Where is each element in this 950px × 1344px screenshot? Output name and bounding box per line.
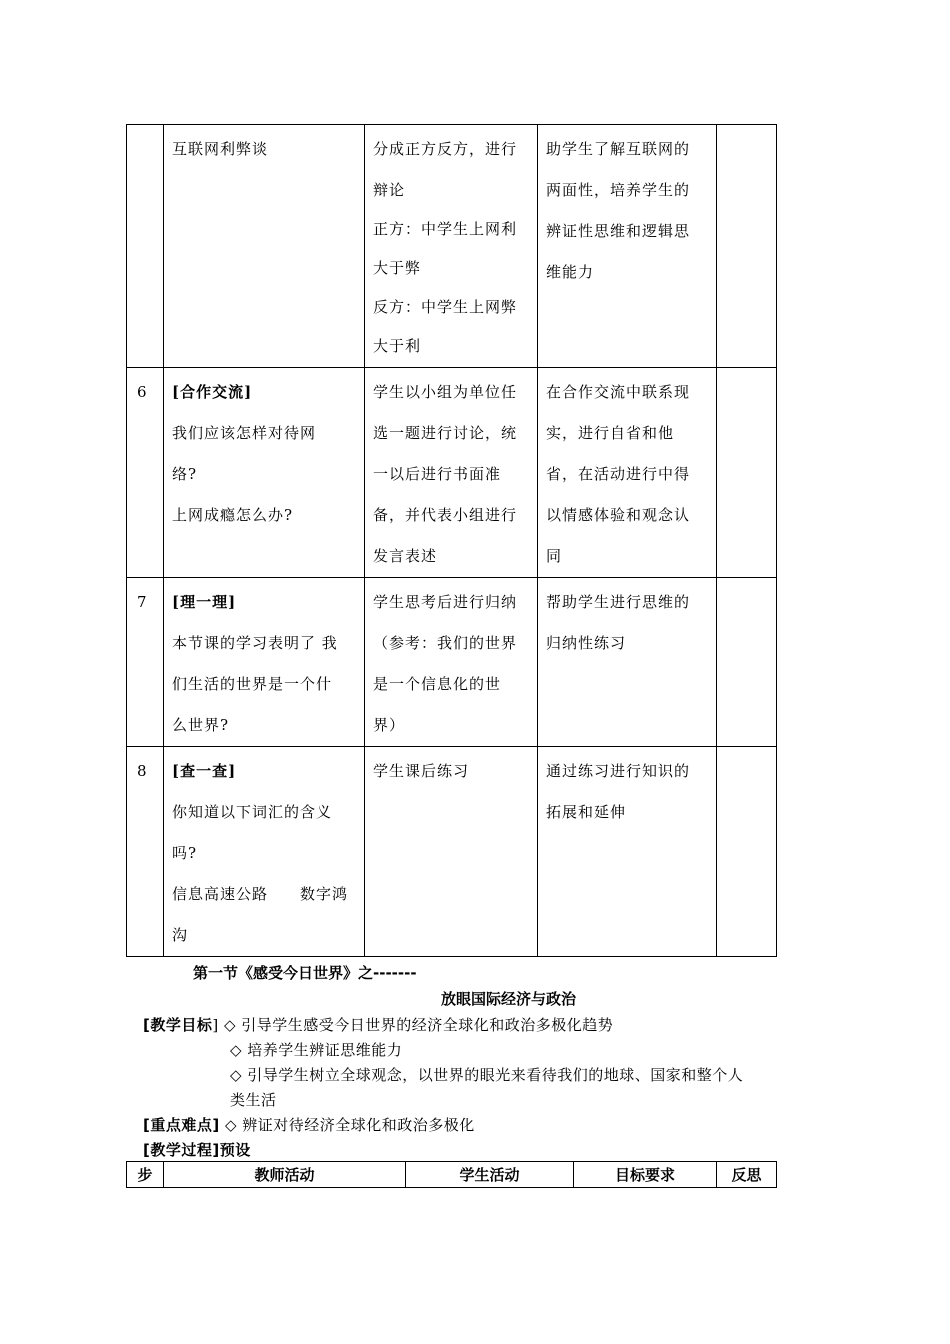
cell-line: 发言表述 xyxy=(373,547,438,565)
objective-item: 类生活 xyxy=(230,1091,277,1109)
cell-line: 通过练习进行知识的 xyxy=(546,762,691,780)
cell-line: 正方：中学生上网利 xyxy=(373,220,518,238)
goal-activity-cell xyxy=(538,125,717,368)
goal-activity-cell xyxy=(538,747,717,957)
section-title-line1: 第一节《感受今日世界》之------- xyxy=(193,964,417,982)
student-activity-cell xyxy=(365,368,538,578)
cell-line: 实，进行自省和他 xyxy=(546,424,675,442)
cell-line: [合作交流] xyxy=(172,383,253,401)
cell-line: 本节课的学习表明了 我 xyxy=(172,634,338,652)
reflection-cell xyxy=(717,125,777,368)
lesson-table xyxy=(126,124,777,957)
cell-line: 上网成瘾怎么办? xyxy=(172,506,294,524)
cell-line: 两面性，培养学生的 xyxy=(546,181,691,199)
objectives-bracket: ] xyxy=(212,1016,219,1034)
cell-line: 拓展和延伸 xyxy=(546,803,627,821)
table-row xyxy=(127,747,777,957)
reflection-cell xyxy=(717,578,777,747)
cell-line: 帮助学生进行思维的 xyxy=(546,593,691,611)
cell-line: 助学生了解互联网的 xyxy=(546,140,691,158)
cell-line: 互联网利弊谈 xyxy=(172,140,269,158)
section-title-line2: 放眼国际经济与政治 xyxy=(441,990,577,1008)
col-header-teacher: 教师活动 xyxy=(164,1162,406,1188)
student-activity-cell xyxy=(365,125,538,368)
reflection-cell xyxy=(717,368,777,578)
process-label: [教学过程]预设 xyxy=(143,1141,251,1159)
table-row xyxy=(127,125,777,368)
goal-activity-cell xyxy=(538,368,717,578)
col-header-step: 步 xyxy=(127,1162,164,1188)
col-header-reflect: 反思 xyxy=(717,1162,777,1188)
student-activity-cell xyxy=(365,578,538,747)
cell-line: 我们应该怎样对待网 xyxy=(172,424,317,442)
step-number-cell: 6 xyxy=(127,368,164,578)
step-number-cell xyxy=(127,125,164,368)
cell-line: 选一题进行讨论，统 xyxy=(373,424,518,442)
cell-line: 学生以小组为单位任 xyxy=(373,383,518,401)
cell-line: 以情感体验和观念认 xyxy=(546,506,691,524)
cell-line: [理一理] xyxy=(172,593,237,611)
difficulty-line xyxy=(143,1114,475,1135)
cell-line: （参考：我们的世界 xyxy=(373,634,518,652)
cell-line: 归纳性练习 xyxy=(546,634,627,652)
col-header-student: 学生活动 xyxy=(406,1162,574,1188)
cell-line: 络? xyxy=(172,465,198,483)
cell-line: 学生思考后进行归纳 xyxy=(373,593,518,611)
cell-line: 吗? xyxy=(172,844,198,862)
cell-line: 是一个信息化的世 xyxy=(373,675,502,693)
cell-line: 反方：中学生上网弊 xyxy=(373,298,518,316)
cell-line: 省，在活动进行中得 xyxy=(546,465,691,483)
teacher-activity-cell xyxy=(164,578,365,747)
objective-item: ◇ 培养学生辨证思维能力 xyxy=(230,1041,403,1059)
step-number-cell: 8 xyxy=(127,747,164,957)
cell-line: 么世界? xyxy=(172,716,230,734)
step-number-cell: 7 xyxy=(127,578,164,747)
objectives-heading xyxy=(143,1014,613,1035)
cell-line: 你知道以下词汇的含义 xyxy=(172,803,333,821)
cell-line: 界） xyxy=(373,716,406,734)
cell-line: 辩论 xyxy=(373,181,406,199)
objective-item: ◇ 引导学生树立全球观念，以世界的眼光来看待我们的地球、国家和整个人 xyxy=(230,1066,744,1084)
teacher-activity-cell xyxy=(164,125,365,368)
reflection-cell xyxy=(717,747,777,957)
table-row xyxy=(127,368,777,578)
cell-line: 一以后进行书面准 xyxy=(373,465,502,483)
table-row xyxy=(127,578,777,747)
cell-line: 在合作交流中联系现 xyxy=(546,383,691,401)
process-header-table xyxy=(126,1161,777,1188)
cell-line: 信息高速公路 数字鸿 xyxy=(172,885,349,903)
cell-line: 辨证性思维和逻辑思 xyxy=(546,222,691,240)
cell-line: 大于利 xyxy=(373,337,422,355)
difficulty-label: [重点难点] xyxy=(143,1116,220,1134)
teacher-activity-cell xyxy=(164,368,365,578)
cell-line: 同 xyxy=(546,547,563,565)
cell-line: 大于弊 xyxy=(373,259,422,277)
teacher-activity-cell xyxy=(164,747,365,957)
cell-line: 们生活的世界是一个什 xyxy=(172,675,333,693)
objective-item: ◇ 引导学生感受今日世界的经济全球化和政治多极化趋势 xyxy=(224,1016,614,1034)
cell-line: 沟 xyxy=(172,926,189,944)
col-header-goal: 目标要求 xyxy=(574,1162,717,1188)
goal-activity-cell xyxy=(538,578,717,747)
cell-line: [查一查] xyxy=(172,762,237,780)
cell-line: 学生课后练习 xyxy=(373,762,470,780)
objectives-label: [教学目标 xyxy=(143,1016,213,1034)
difficulty-text: ◇ 辨证对待经济全球化和政治多极化 xyxy=(225,1116,475,1134)
student-activity-cell xyxy=(365,747,538,957)
header-row xyxy=(127,1162,777,1188)
cell-line: 维能力 xyxy=(546,263,595,281)
cell-line: 备，并代表小组进行 xyxy=(373,506,518,524)
cell-line: 分成正方反方，进行 xyxy=(373,140,518,158)
